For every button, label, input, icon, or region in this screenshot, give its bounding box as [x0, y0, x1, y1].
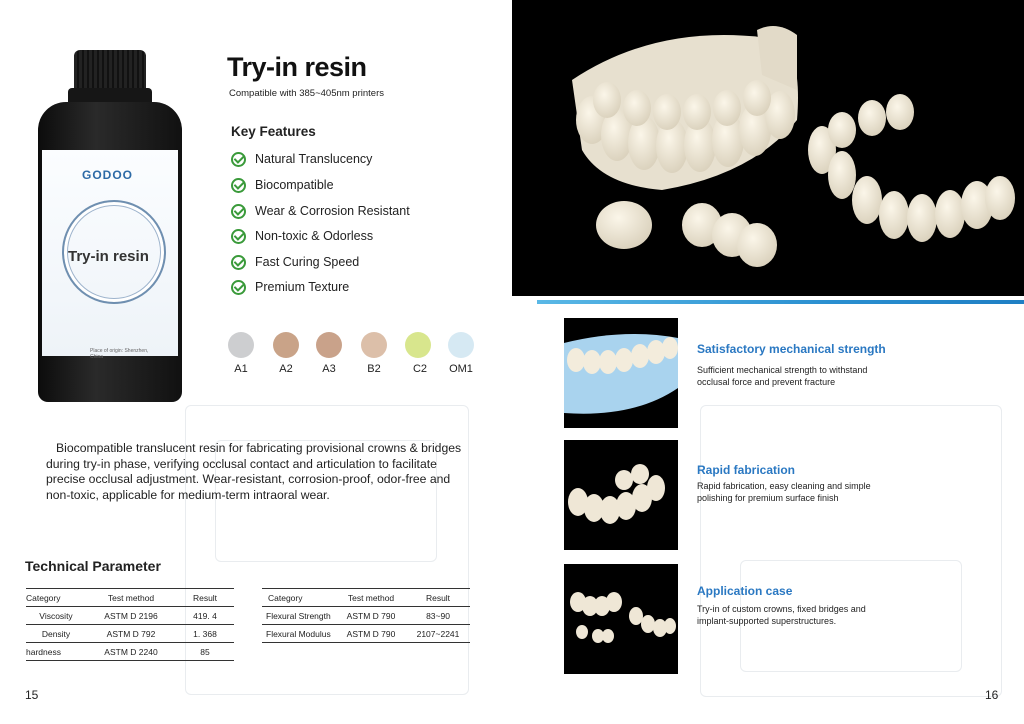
shade-label: OM1	[449, 363, 473, 375]
table-header-cell: Result	[176, 589, 234, 607]
shade-label: A1	[234, 363, 248, 375]
table-header-cell: Test method	[336, 589, 406, 607]
table-row	[26, 643, 234, 661]
dentures-illustration	[512, 0, 1024, 296]
crowns-illustration	[564, 564, 678, 674]
product-subtitle: Compatible with 385~405nm printers	[229, 88, 384, 99]
product-title: Try-in resin	[227, 52, 367, 82]
shade-swatch-b2	[361, 332, 387, 358]
table-cell: hardness	[26, 643, 86, 661]
product-description: Biocompatible translucent resin for fabricating provisional crowns & bridges during try-in phase, verifying occlusal contact and articulation to facilitate precise occlusal adjustment. Wear-resistant, corrosion-proof, odor-free and non-toxic, applicable for medium-term intraoral wear.	[46, 441, 462, 502]
shade-swatch-a3	[316, 332, 342, 358]
table-row	[26, 625, 234, 643]
feature-item	[231, 150, 372, 168]
table-header-cell: Result	[406, 589, 470, 607]
table-header-cell: Test method	[86, 589, 176, 607]
technical-table-2	[262, 588, 470, 643]
table-cell: 1. 368	[176, 625, 234, 643]
feature-label: Natural Translucency	[255, 152, 373, 166]
bottle-cap	[74, 50, 146, 90]
bottle-product-name: Try-in resin	[68, 248, 149, 265]
table-cell: ASTM D 790	[336, 607, 406, 625]
table-header-row	[26, 589, 234, 607]
table-cell: 83~90	[406, 607, 470, 625]
check-icon	[231, 152, 246, 167]
table-cell: ASTM D 790	[336, 625, 406, 643]
feature-label: Non-toxic & Odorless	[255, 229, 374, 243]
check-icon	[231, 204, 246, 219]
page-number-right: 16	[985, 688, 999, 702]
feature-item	[231, 278, 349, 296]
feature-item	[231, 202, 410, 220]
table-row	[262, 607, 470, 625]
check-icon	[231, 178, 246, 193]
bottle-origin: Place of origin: Shenzhen, China	[90, 348, 149, 360]
table-cell: Flexural Strength	[262, 607, 336, 625]
section-body: Sufficient mechanical strength to withstand occlusal force and prevent fracture	[697, 365, 868, 387]
shade-swatch-a2	[273, 332, 299, 358]
table-cell: ASTM D 792	[86, 625, 176, 643]
feature-item	[231, 227, 373, 245]
feature-item	[231, 253, 359, 271]
section-body: Rapid fabrication, easy cleaning and simple polishing for premium surface finish	[697, 481, 871, 503]
shade-label: A2	[279, 363, 293, 375]
check-icon	[231, 229, 246, 244]
shade-label: B2	[367, 363, 381, 375]
table-cell: ASTM D 2196	[86, 607, 176, 625]
shade-swatch-a1	[228, 332, 254, 358]
application-case-photo	[564, 564, 678, 674]
shade-swatch-om1	[448, 332, 474, 358]
model-teeth-illustration	[564, 318, 678, 428]
section-title: Satisfactory mechanical strength	[697, 342, 886, 356]
table-cell: Flexural Modulus	[262, 625, 336, 643]
resin-bottle-image	[38, 50, 182, 402]
feature-item	[231, 176, 334, 194]
table-cell: Viscosity	[26, 607, 86, 625]
mechanical-strength-photo	[564, 318, 678, 428]
section-title: Rapid fabrication	[697, 463, 796, 477]
section-title: Application case	[697, 584, 793, 598]
hero-dentures-photo	[512, 0, 1024, 296]
feature-label: Premium Texture	[255, 280, 350, 294]
table-header-cell: Category	[26, 589, 86, 607]
table-cell: ASTM D 2240	[86, 643, 176, 661]
shade-swatch-c2	[405, 332, 431, 358]
table-header-row	[262, 589, 470, 607]
bottle-brand: GODOO	[82, 168, 134, 182]
shade-label: A3	[322, 363, 336, 375]
table-cell: 85	[176, 643, 234, 661]
page-number-left: 15	[25, 688, 39, 702]
accent-divider	[537, 300, 1024, 304]
section-body: Try-in of custom crowns, fixed bridges and implant-supported superstructures.	[697, 604, 866, 626]
arch-illustration	[564, 440, 678, 550]
check-icon	[231, 280, 246, 295]
table-cell: Density	[26, 625, 86, 643]
technical-table-1	[26, 588, 234, 661]
feature-label: Biocompatible	[255, 178, 334, 192]
table-cell: 2107~2241	[406, 625, 470, 643]
table-header-cell: Category	[262, 589, 336, 607]
table-cell: 419. 4	[176, 607, 234, 625]
check-icon	[231, 255, 246, 270]
shade-label: C2	[412, 363, 428, 375]
technical-parameter-heading: Technical Parameter	[25, 558, 161, 574]
feature-label: Wear & Corrosion Resistant	[255, 204, 410, 218]
feature-label: Fast Curing Speed	[255, 255, 360, 269]
table-row	[26, 607, 234, 625]
rapid-fabrication-photo	[564, 440, 678, 550]
table-row	[262, 625, 470, 643]
key-features-heading: Key Features	[231, 124, 316, 139]
